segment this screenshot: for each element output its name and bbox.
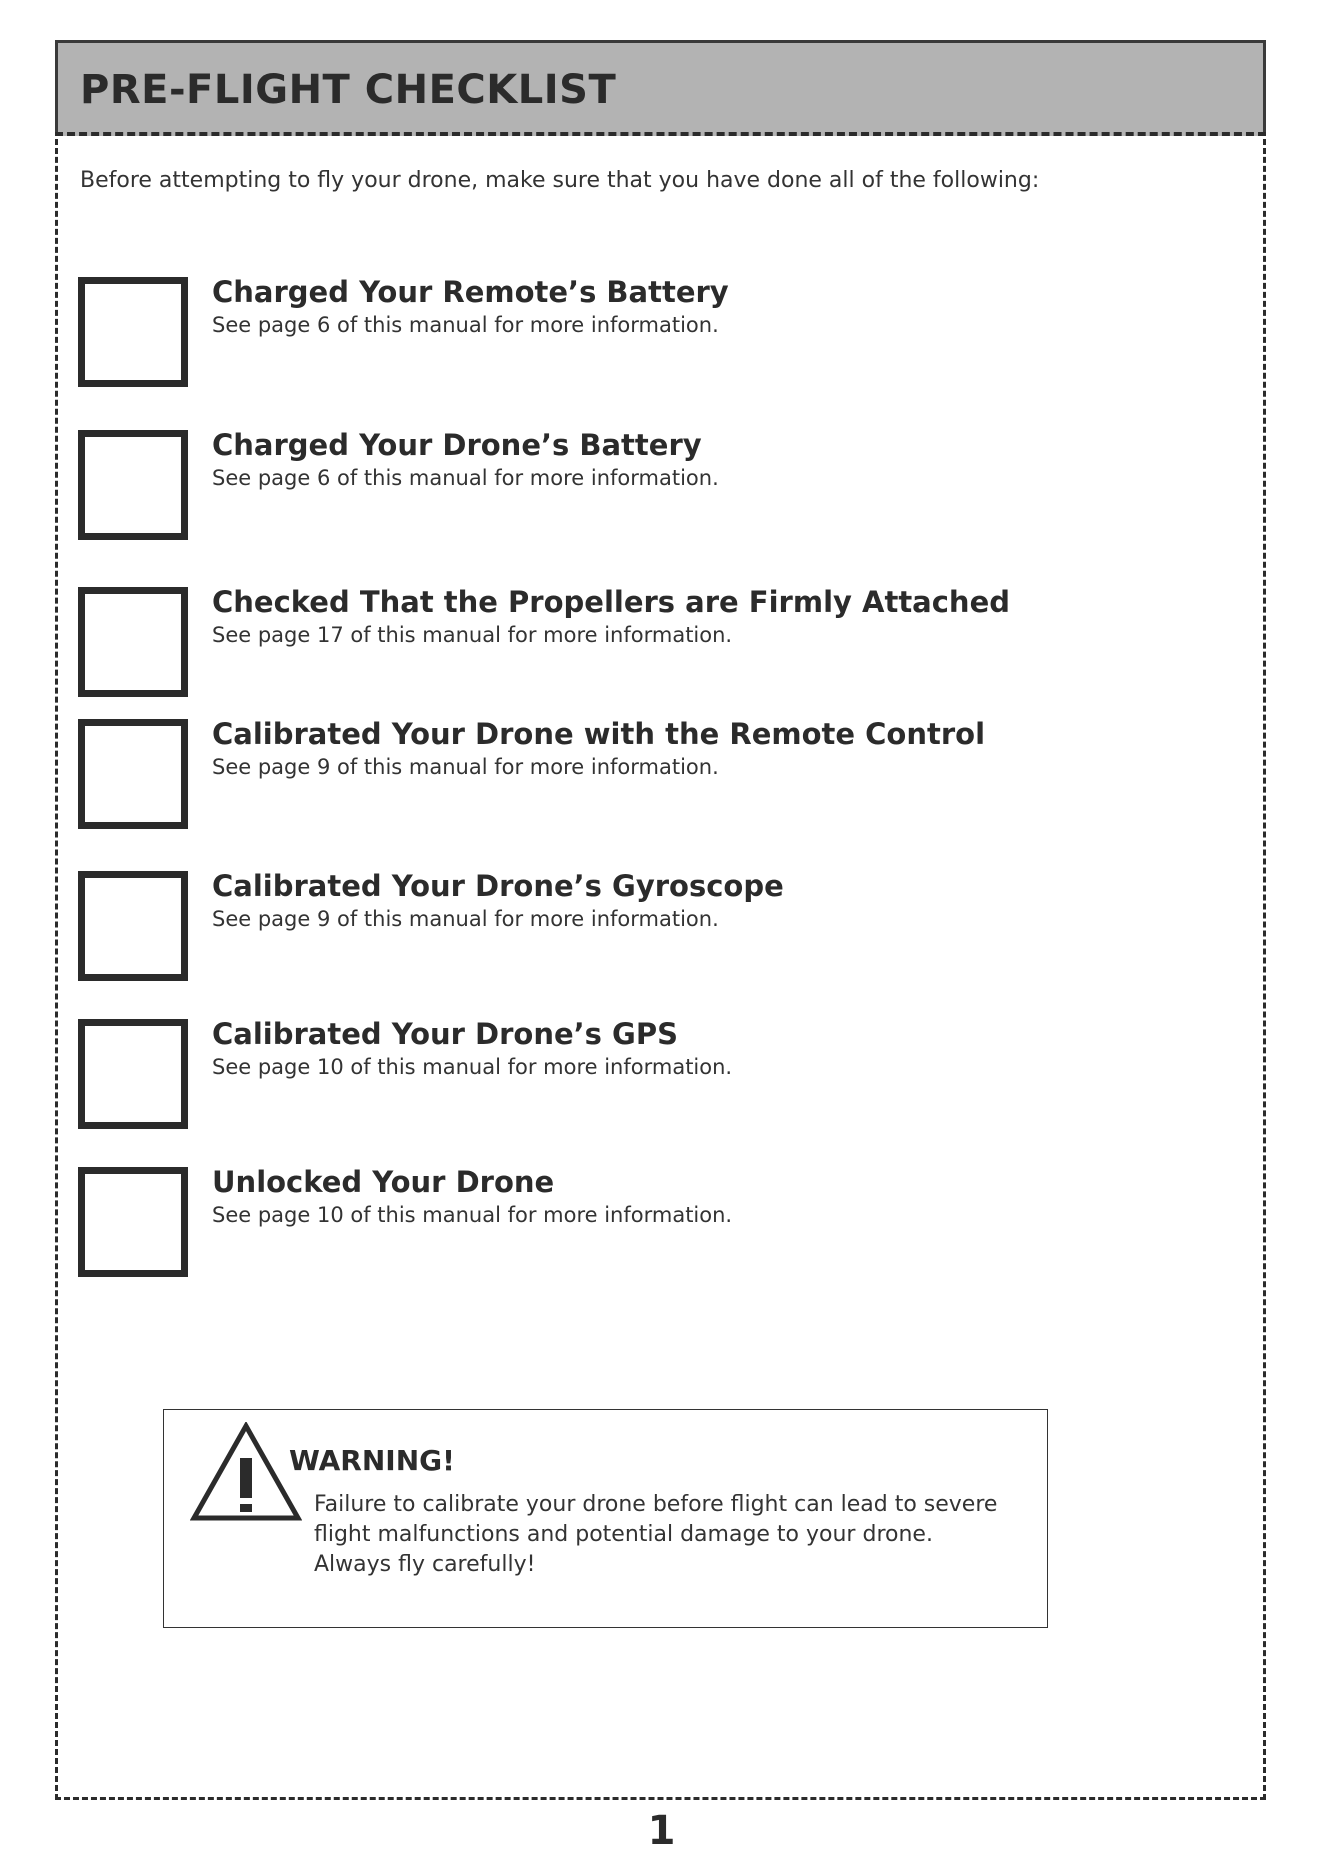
checklist-item-title: Calibrated Your Drone with the Remote Control — [212, 717, 986, 751]
checklist-item — [78, 719, 1078, 829]
checkbox[interactable] — [78, 430, 188, 540]
checklist-item — [78, 587, 1078, 697]
checklist-item-note: See page 6 of this manual for more information. — [212, 466, 719, 490]
page-number: 1 — [647, 1808, 676, 1854]
warning-triangle-icon — [190, 1422, 302, 1524]
warning-box — [163, 1409, 1048, 1628]
checklist-item-note: See page 10 of this manual for more information. — [212, 1055, 733, 1079]
checkbox[interactable] — [78, 1167, 188, 1277]
checklist-item — [78, 1167, 1078, 1277]
checklist-item-note: See page 10 of this manual for more information. — [212, 1203, 733, 1227]
checklist-item-title: Unlocked Your Drone — [212, 1165, 555, 1199]
checklist-item-title: Checked That the Propellers are Firmly Attached — [212, 585, 1011, 619]
checkbox[interactable] — [78, 587, 188, 697]
header-bar — [55, 40, 1266, 136]
checklist-item-note: See page 6 of this manual for more information. — [212, 313, 719, 337]
checkbox[interactable] — [78, 1019, 188, 1129]
intro-text: Before attempting to fly your drone, make sure that you have done all of the following: — [80, 168, 1040, 193]
checkbox[interactable] — [78, 719, 188, 829]
checklist-item-title: Calibrated Your Drone’s Gyroscope — [212, 869, 784, 903]
checklist-item-note: See page 17 of this manual for more information. — [212, 623, 733, 647]
checklist-item-title: Calibrated Your Drone’s GPS — [212, 1017, 678, 1051]
checkbox[interactable] — [78, 277, 188, 387]
checklist-item-note: See page 9 of this manual for more information. — [212, 907, 719, 931]
checkbox[interactable] — [78, 871, 188, 981]
warning-title: WARNING! — [289, 1444, 455, 1477]
checklist-item — [78, 1019, 1078, 1129]
warning-text: Failure to calibrate your drone before flight can lead to severe flight malfunctions and potential damage to your drone. Always fly carefully! — [314, 1492, 998, 1577]
checklist-item-note: See page 9 of this manual for more information. — [212, 755, 719, 779]
checklist-item — [78, 277, 1078, 387]
checklist-item-title: Charged Your Drone’s Battery — [212, 428, 702, 462]
checklist-item — [78, 871, 1078, 981]
checklist-item — [78, 430, 1078, 540]
page-title: PRE-FLIGHT CHECKLIST — [80, 67, 617, 113]
checklist-item-title: Charged Your Remote’s Battery — [212, 275, 729, 309]
